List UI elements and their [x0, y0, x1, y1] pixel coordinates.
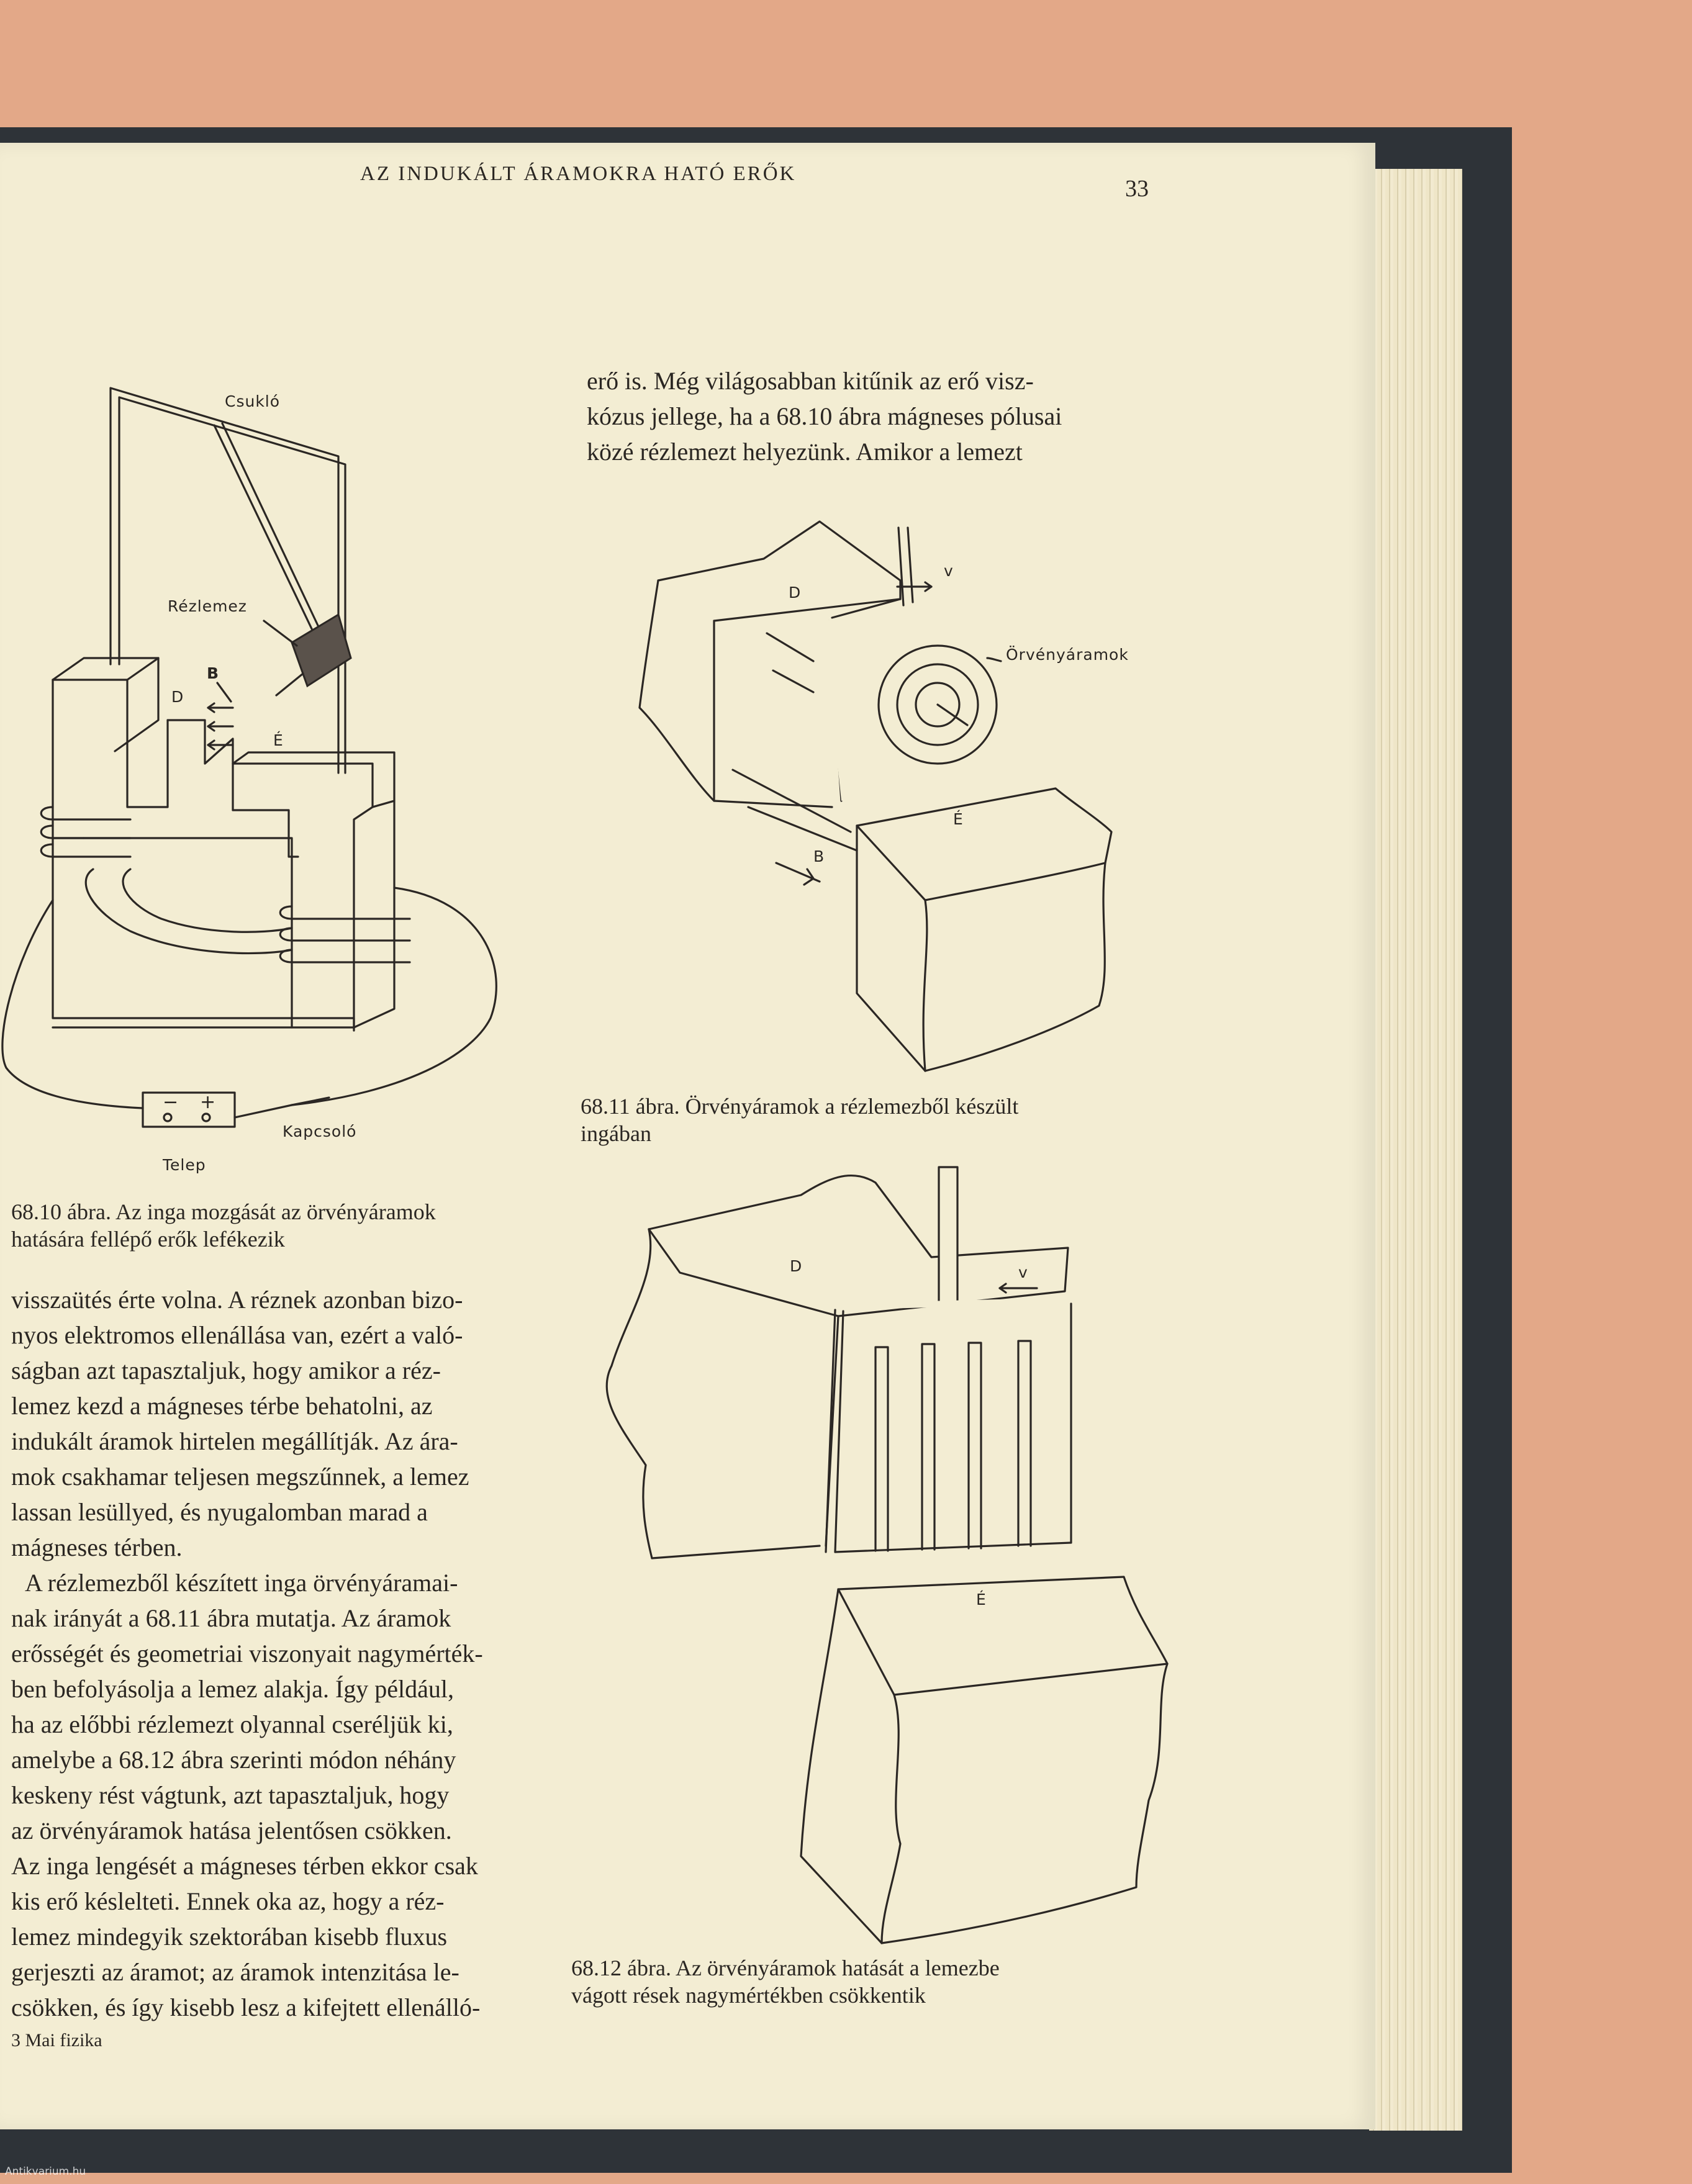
body-line: kis erő késlelteti. Ennek oka az, hogy a réz-: [11, 1887, 445, 1915]
body-line: gerjeszti az áramot; az áramok intenzitása le-: [11, 1958, 459, 1986]
watermark: Antikvarium.hu: [5, 2165, 86, 2178]
label-v: v: [944, 562, 954, 580]
label-csuklo: Csukló: [225, 392, 281, 410]
label-d: D: [171, 688, 184, 706]
body-line: lemez mindegyik szektorában kisebb fluxus: [11, 1923, 448, 1951]
label-v: v: [1018, 1263, 1028, 1281]
page-number: 33: [1125, 176, 1149, 202]
fig-68-10-drawing: [2, 388, 496, 1127]
fig-68-12-caption-line: vágott rések nagymértékben csökkentik: [571, 1983, 926, 2008]
body-line: ben befolyásolja a lemez alakja. Így például,: [11, 1675, 455, 1703]
body-line: kózus jellege, ha a 68.10 ábra mágneses pólusai: [587, 402, 1062, 430]
body-line: keskeny rést vágtunk, azt tapasztaljuk, hogy: [11, 1781, 450, 1809]
fig-68-11-caption-line: ingában: [581, 1121, 651, 1146]
fig-68-11-caption-line: 68.11 ábra. Örvényáramok a rézlemezből készült: [581, 1094, 1019, 1119]
label-telep: Telep: [163, 1156, 206, 1174]
label-b: B: [207, 664, 220, 682]
label-plus: +: [200, 1091, 217, 1113]
body-line: erősségét és geometriai viszonyait nagymérték-: [11, 1640, 483, 1667]
label-orvenyaramok: Örvényáramok: [1006, 646, 1129, 664]
label-rezlemez: Rézlemez: [168, 597, 247, 615]
label-d: D: [789, 584, 802, 602]
label-minus: −: [163, 1091, 179, 1113]
fig-68-10-caption-line: hatására fellépő erők lefékezik: [11, 1227, 285, 1252]
label-e: É: [953, 810, 964, 828]
body-line: amelybe a 68.12 ábra szerinti módon néhány: [11, 1746, 456, 1774]
page-footer: 3 Mai fizika: [11, 2030, 102, 2051]
fig-68-10-caption-line: 68.10 ábra. Az inga mozgását az örvényáramok: [11, 1199, 436, 1224]
body-line: nyos elektromos ellenállása van, ezért a való-: [11, 1321, 463, 1349]
body-line: ságban azt tapasztaljuk, hogy amikor a réz-: [11, 1356, 441, 1384]
body-line: Az inga lengését a mágneses térben ekkor csak: [11, 1852, 478, 1880]
body-line: indukált áramok hirtelen megállítják. Az ára-: [11, 1427, 458, 1455]
body-line: A rézlemezből készített inga örvényáramai-: [25, 1569, 458, 1597]
body-line: nak irányát a 68.11 ábra mutatja. Az áramok: [11, 1604, 451, 1632]
label-e: É: [273, 731, 284, 749]
fig-68-12-drawing: [607, 1167, 1167, 1943]
body-line: visszaütés érte volna. A réznek azonban bizo-: [11, 1286, 463, 1314]
label-e: É: [976, 1591, 987, 1609]
body-line: közé rézlemezt helyezünk. Amikor a lemezt: [587, 438, 1023, 466]
running-head: AZ INDUKÁLT ÁRAMOKRA HATÓ ERŐK: [360, 163, 797, 185]
body-line: erő is. Még világosabban kitűnik az erő visz-: [587, 367, 1034, 395]
fig-68-12-caption-line: 68.12 ábra. Az örvényáramok hatását a lemezbe: [571, 1956, 1000, 1980]
fig-68-11-drawing: [640, 521, 1111, 1071]
label-d: D: [790, 1257, 803, 1275]
body-line: lemez kezd a mágneses térbe behatolni, az: [11, 1392, 433, 1420]
body-line: csökken, és így kisebb lesz a kifejtett ellenálló-: [11, 1993, 481, 2021]
body-line: az örvényáramok hatása jelentősen csökken.: [11, 1816, 452, 1844]
label-kapcsolo: Kapcsoló: [283, 1122, 357, 1140]
body-line: ha az előbbi rézlemezt olyannal cseréljük ki,: [11, 1710, 453, 1738]
label-b: B: [813, 847, 825, 865]
body-line: mágneses térben.: [11, 1533, 183, 1561]
body-line: mok csakhamar teljesen megszűnnek, a lemez: [11, 1463, 469, 1491]
body-line: lassan lesüllyed, és nyugalomban marad a: [11, 1498, 428, 1526]
